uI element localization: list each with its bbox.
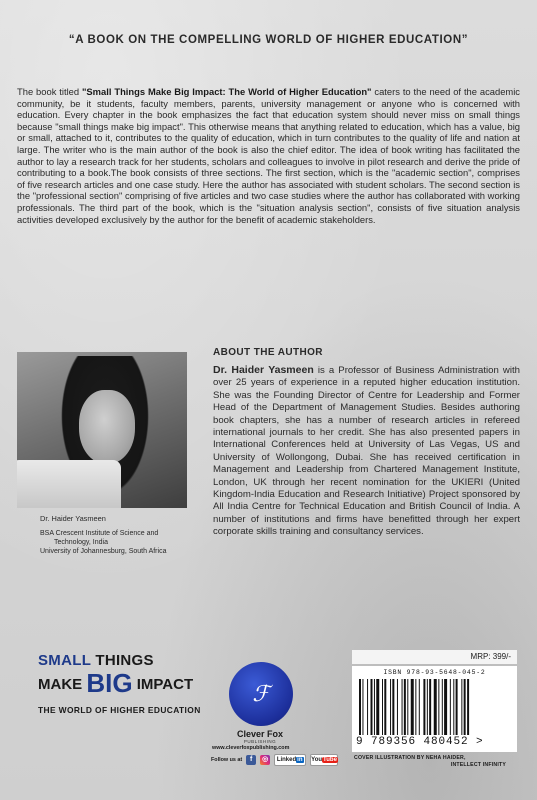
social-links xyxy=(211,754,338,766)
book-title-logo xyxy=(38,652,201,715)
logo-big: BIG xyxy=(86,668,133,698)
credit-line-2: INTELLECT INFINITY xyxy=(450,762,506,768)
blurb-body: caters to the need of the academic community, be it students, faculty members, parents, university management or anyone who is concerned with education. Every chapter in the book emphasizes the fact that education system should never miss on small things because "small things make big impact". This otherwise means that anything related to education, which has a value, big or small, attached to it, contributes to the quality of education, which in turn contributes to the quality of life and nation at large. The writer who is the main author of the book is also the chief editor. The idea of book writing has facilitated the author to lay a research track for her students, scholars and colleagues to involve in pilot research and derive the pride of contributing to a book.The book consists of three sections. The first section, which is the "academic section", comprises of five research articles and one case study. Here the author has associated with student scholars. The second section is the "professional section" comprising of five articles and two case studies where the author has collaborated with working professionals. The third part of the book, which is the "situation analysis section", consists of five situation analysis activities developed exclusively by the author for the benefit of academic stakeholders. xyxy=(17,86,520,225)
publisher-website[interactable]: www.cleverfoxpublishing.com xyxy=(212,745,290,751)
author-name: Dr. Haider Yasmeen xyxy=(213,364,314,376)
author-bio xyxy=(213,364,520,539)
barcode-bars xyxy=(359,679,510,735)
publisher-name: Clever Fox xyxy=(236,729,284,739)
instagram-icon[interactable]: ◎ xyxy=(262,756,269,763)
caption-affiliation-1: BSA Crescent Institute of Science and xyxy=(40,530,159,537)
isbn-number: ISBN 978-93-5648-045-2 xyxy=(383,669,486,676)
blurb-intro: The book titled xyxy=(17,86,82,97)
youtube-icon[interactable]: YouTube xyxy=(310,754,338,766)
follow-label: Follow us at xyxy=(211,757,243,763)
logo-things: THINGS xyxy=(95,652,154,669)
caption-affiliation-2: Technology, India xyxy=(54,539,108,546)
blurb-book-title: "Small Things Make Big Impact: The World of Higher Education" xyxy=(81,86,372,97)
author-photo-caption xyxy=(40,514,190,556)
author-bio-text: is a Professor of Business Administration with over 25 years of experience in a reputed higher education institution. She was the Founding Director of Centre for Leadership and Former Head of the Department of Management Studies. Besides authoring book chapters, she has a number of research articles in refereed international journals to her credit. She has also presented papers in International Conferences held at University of Las Vegas, US and University of Wollongong, Dubai. She has received certification in Management and Leadership from Chartered Management Institute, London, UK through her recent nomination for the UKIERI (United Kingdom-India Education and Research Initiative) Project sponsored by All India Centre for Technical Education and British Council of India. A number of institutions and firms have benefitted through her expert corporate skills training and consultancy services. xyxy=(213,365,520,538)
publisher-sub: PUBLISHING xyxy=(243,739,277,744)
tagline: “A BOOK ON THE COMPELLING WORLD OF HIGHER EDUCATION” xyxy=(68,34,469,46)
cover-credit xyxy=(354,755,524,769)
about-author-heading: ABOUT THE AUTHOR xyxy=(213,347,323,358)
linkedin-icon[interactable]: Linkedin xyxy=(274,754,306,766)
publisher-fox-logo-icon: ℱ xyxy=(229,662,293,726)
credit-line-1: COVER ILLUSTRATION BY NEHA HAIDER, xyxy=(354,755,466,761)
caption-name: Dr. Haider Yasmeen xyxy=(40,514,106,523)
barcode xyxy=(352,666,517,752)
mrp-price: MRP: 399/- xyxy=(352,650,517,664)
logo-small: SMALL xyxy=(38,652,91,669)
logo-impact: IMPACT xyxy=(136,676,194,693)
author-photo xyxy=(17,352,187,508)
logo-make: MAKE xyxy=(38,676,83,693)
caption-affiliation-3: University of Johannesburg, South Africa xyxy=(40,548,167,555)
book-description xyxy=(17,86,520,225)
facebook-icon[interactable]: f xyxy=(246,755,256,765)
logo-subtitle: THE WORLD OF HIGHER EDUCATION xyxy=(38,705,201,715)
barcode-digits: 9 789356 480452 > xyxy=(356,736,484,748)
